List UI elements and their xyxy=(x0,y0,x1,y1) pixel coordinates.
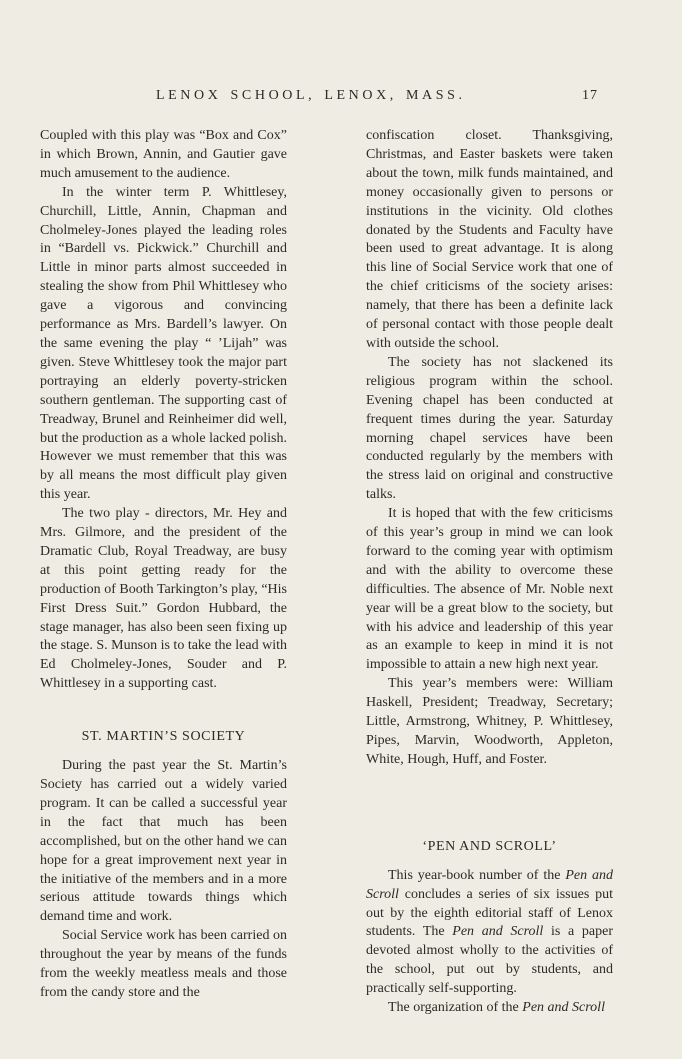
text-run: The organization of the xyxy=(388,1000,523,1016)
paragraph: The society has not slackened its religious program within the school. Evening chapel has been conducted at frequent times during the year. Saturday morning chapel services have been conducted regularly by the members with the stress laid on original and constructive talks. xyxy=(366,354,613,503)
paragraph: confiscation closet. Thanksgiving, Christmas, and Easter baskets were taken about the town, milk funds maintained, and money occasionally given to persons or institutions in the vicinity. Old clothes donated by the Students and Faculty have been used to great advantage. It is along this line of Social Service work that one of the chief criticisms of the society arises: namely, that there has been a definite lack of personal contact with those people dealt with outside the school. xyxy=(366,128,613,351)
paragraph xyxy=(366,867,613,999)
page-number: 17 xyxy=(582,88,598,103)
paragraph: This year’s members were: William Haskell, President; Treadway, Secretary; Little, Armstrong, Whitney, P. Whittlesey, Pipes, Marvin, Woodworth, Appleton, White, Hough, Huff, and Foster. xyxy=(366,676,613,767)
paragraph: Coupled with this play was “Box and Cox” in which Brown, Annin, and Gautier gave much amusement to the audience. xyxy=(40,128,287,181)
publication-title: Pen and Scroll xyxy=(366,867,613,902)
text-run: is a paper devoted almost wholly to the activities of the school, put out by students, and practically self-supporting. xyxy=(366,924,613,997)
publication-title: Pen and Scroll xyxy=(452,924,544,940)
publication-title: Pen and Scroll xyxy=(522,1000,605,1016)
paragraph: It is hoped that with the few criticisms of this year’s group in mind we can look forward to the coming year with optimism and with the ability to overcome these difficulties. The absence of Mr. Noble next year will be a great blow to the society, but with his advice and leadership of this year as an example to keep in mind it is not impossible to attain a new high next year. xyxy=(366,506,613,673)
section-heading: ST. MARTIN’S SOCIETY xyxy=(81,729,246,745)
paragraph: Social Service work has been carried on throughout the year by means of the funds from the weekly meatless meals and those from the candy store and the xyxy=(40,928,287,1000)
right-column xyxy=(366,127,613,1018)
text-run: concludes a series of six issues put out by the eighth editorial staff of Lenox students. The xyxy=(366,886,613,940)
page-header xyxy=(0,88,682,112)
section-heading: ‘PEN AND SCROLL’ xyxy=(422,838,557,854)
paragraph: The two play - directors, Mr. Hey and Mrs. Gilmore, and the president of the Dramatic Club, Royal Treadway, are busy at this point getting ready for the production of Booth Tarkington’s play, “His First Dress Suit.” Gordon Hubbard, the stage manager, has also been seen fixing up the stage. S. Munson is to take the lead with Ed Cholmeley-Jones, Souder and P. Whittlesey in a supporting cast. xyxy=(40,506,287,692)
paragraph xyxy=(366,999,613,1018)
running-head: LENOX SCHOOL, LENOX, MASS. xyxy=(156,88,466,103)
paragraph: During the past year the St. Martin’s Society has carried out a widely varied program. It can be called a successful year in the fact that much has been accomplished, but on the other hand we can hope for a great improvement next year in the initiative of the members and in a more serious attitude towards things which demand time and work. xyxy=(40,758,287,925)
paragraph: In the winter term P. Whittlesey, Churchill, Little, Annin, Chapman and Cholmeley-Jones played the leading roles in “Bardell vs. Pickwick.” Churchill and Little in minor parts almost succeeded in stealing the show from Phil Whittlesey who gave a vigorous and convincing performance as Mrs. Bardell’s lawyer. On the same evening the play “ ’Lijah” was given. Steve Whittlesey took the major part portraying an elderly poverty-stricken southern gentleman. The supporting cast of Treadway, Brunel and Reinheimer did well, but the production as a whole lacked polish. However we must remember that this was by all means the most difficult play given this year. xyxy=(40,184,287,503)
text-run: This year-book number of the xyxy=(388,867,566,883)
left-column xyxy=(40,127,287,1003)
